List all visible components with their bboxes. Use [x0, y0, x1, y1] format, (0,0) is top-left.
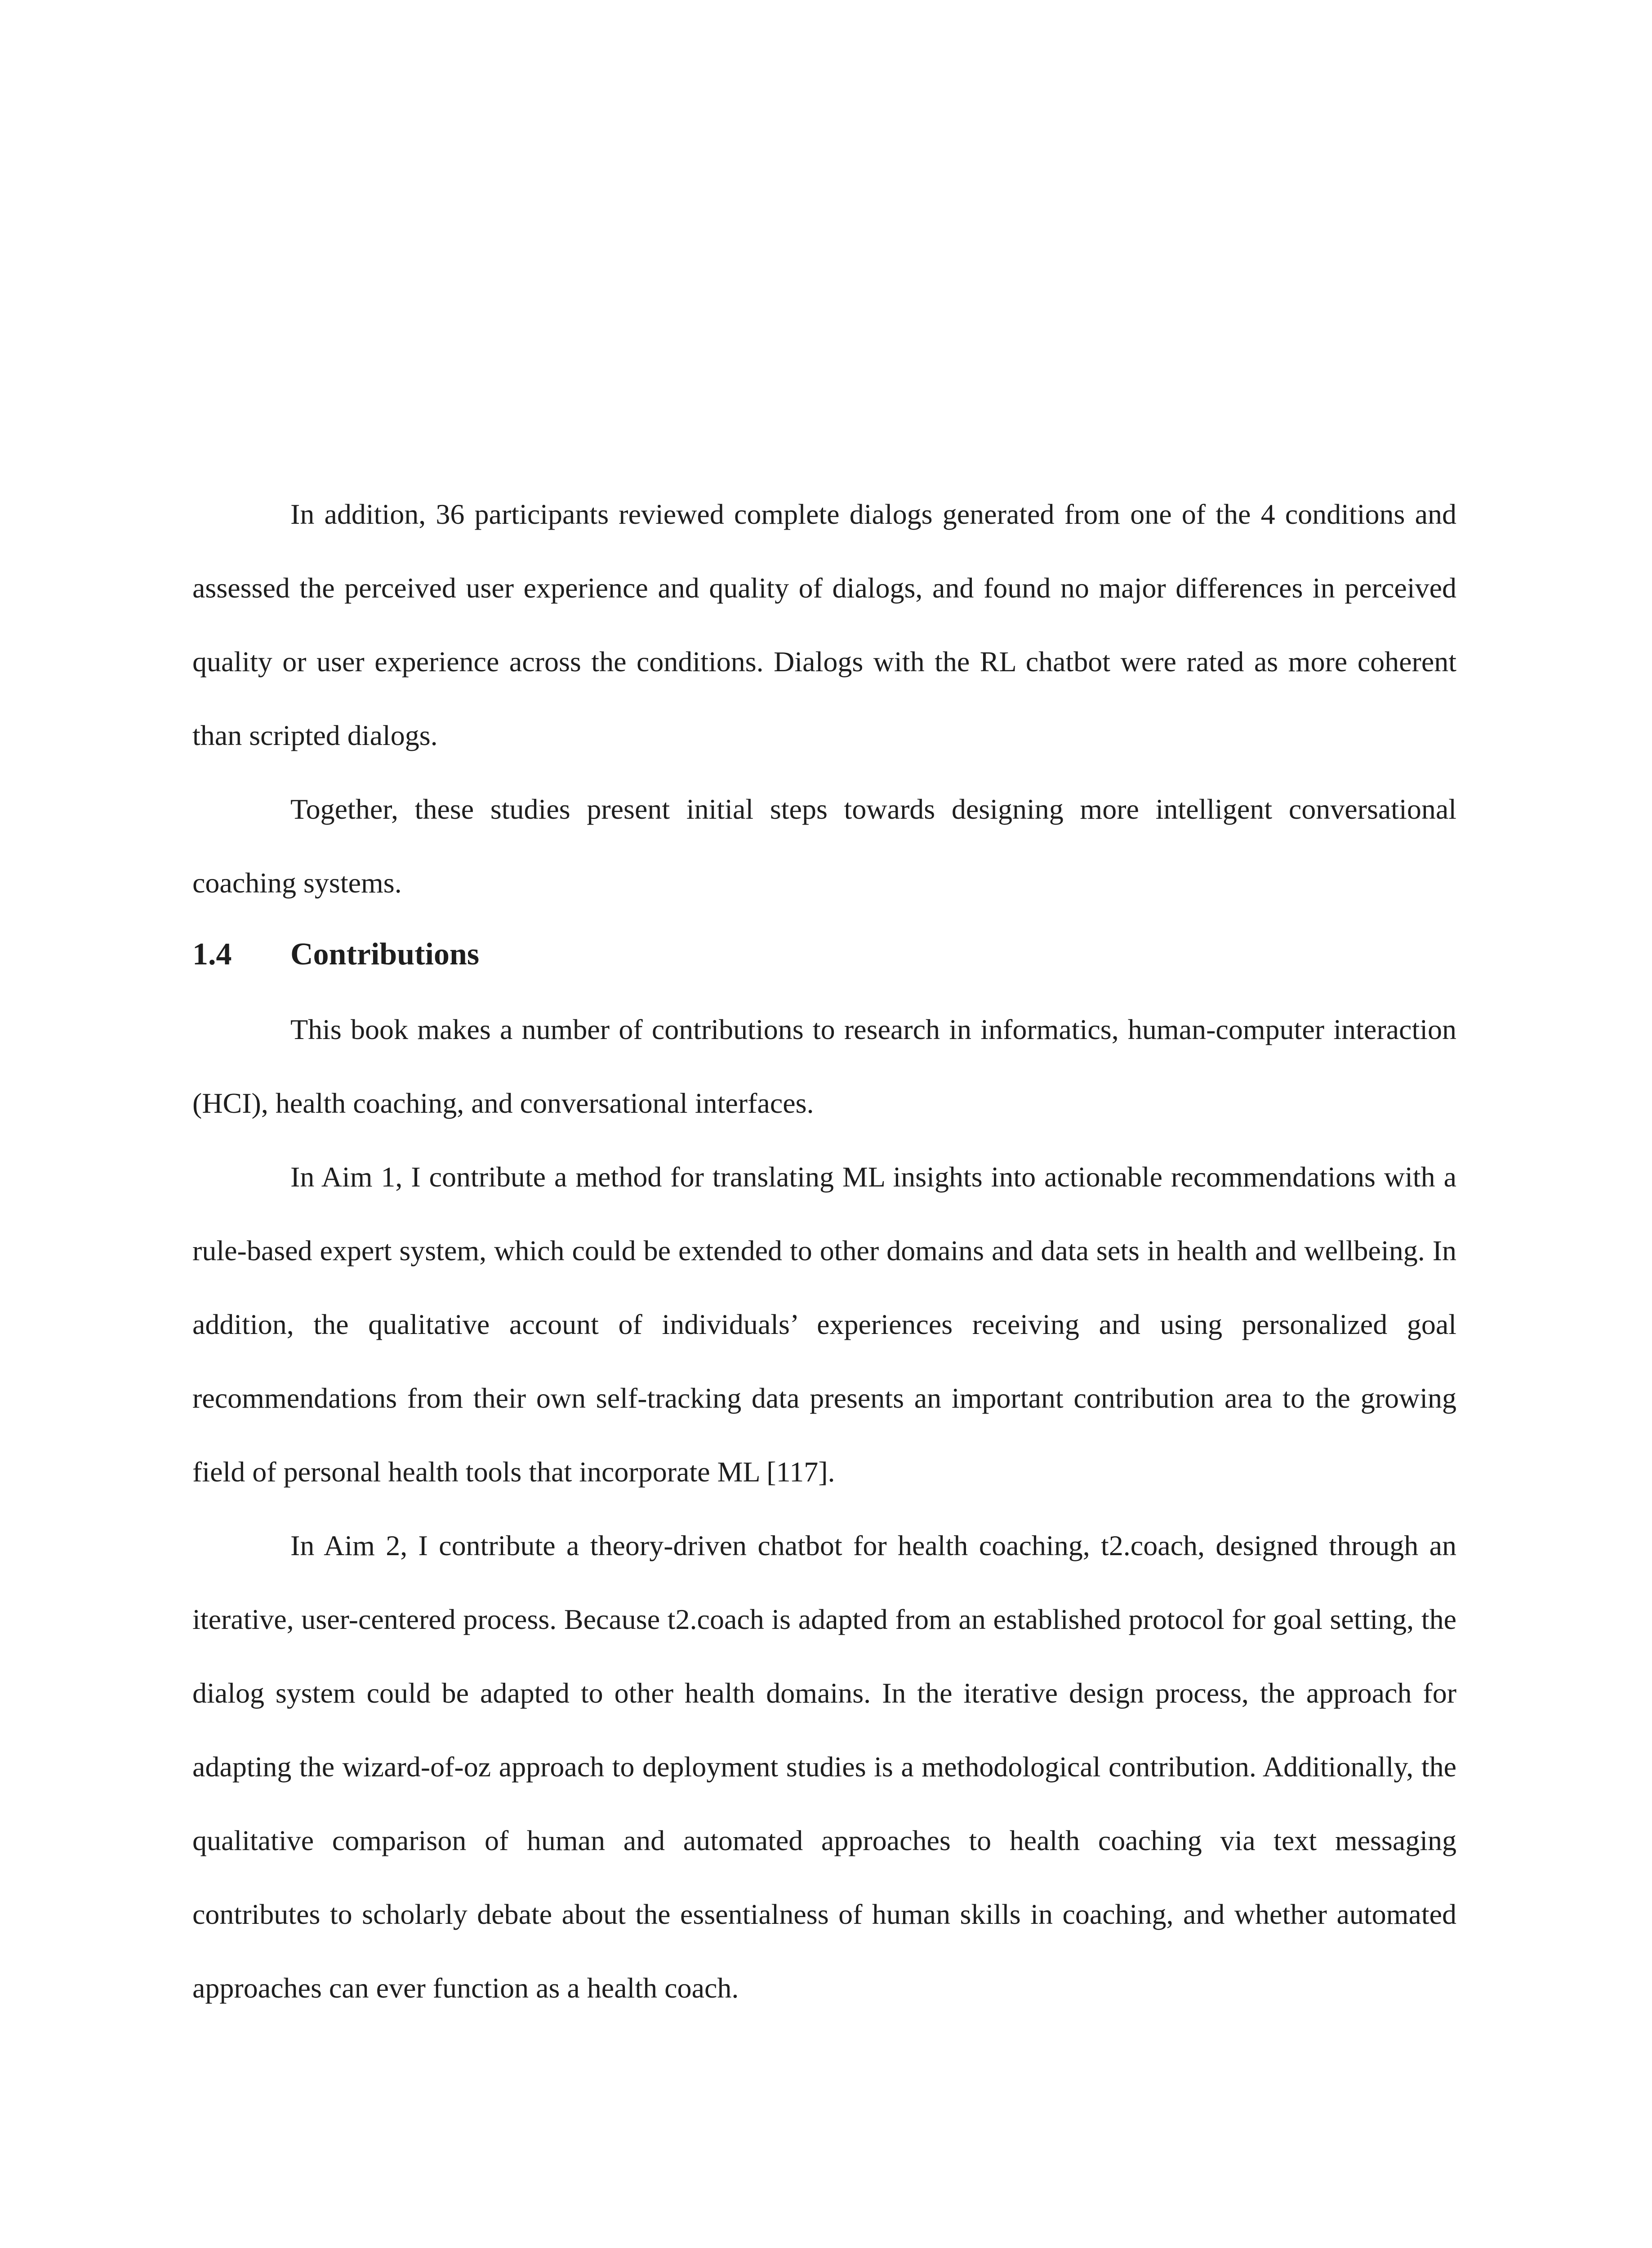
page-body	[192, 477, 1456, 2025]
paragraph-aim-1: In Aim 1, I contribute a method for translating ML insights into actionable recommendations with a rule-based expert system, which could be extended to other domains and data sets in health and wellbeing. In addition, the qualitative account of individuals’ experiences receiving and using personalized goal recommendations from their own self-tracking data presents an important contribution area to the growing field of personal health tools that incorporate ML [117].	[192, 1161, 1456, 1488]
section-heading	[192, 921, 1456, 988]
paragraph-aim-2: In Aim 2, I contribute a theory-driven chatbot for health coaching, t2.coach, designed through an iterative, user-centered process. Because t2.coach is adapted from an established protocol for goal setting, the dialog system could be adapted to other health domains. In the iterative design process, the approach for adapting the wizard-of-oz approach to deployment studies is a methodological contribution. Additionally, the qualitative comparison of human and automated approaches to health coaching via text messaging contributes to scholarly debate about the essentialness of human skills in coaching, and whether automated approaches can ever function as a health coach.	[192, 1530, 1456, 2004]
section-number: 1.4	[192, 937, 232, 972]
paragraph-evaluation-summary: In addition, 36 participants reviewed complete dialogs generated from one of the 4 conditions and assessed the perceived user experience and quality of dialogs, and found no major differences in perceived quality or user experience across the conditions. Dialogs with the RL chatbot were rated as more coherent than scripted dialogs.	[192, 498, 1456, 751]
paragraph-contributions-intro: This book makes a number of contributions to research in informatics, human-computer interaction (HCI), health coaching, and conversational interfaces.	[192, 1013, 1456, 1119]
section-title: Contributions	[290, 937, 480, 972]
paragraph-summary-conclusion: Together, these studies present initial steps towards designing more intelligent conversational coaching systems.	[192, 793, 1456, 899]
